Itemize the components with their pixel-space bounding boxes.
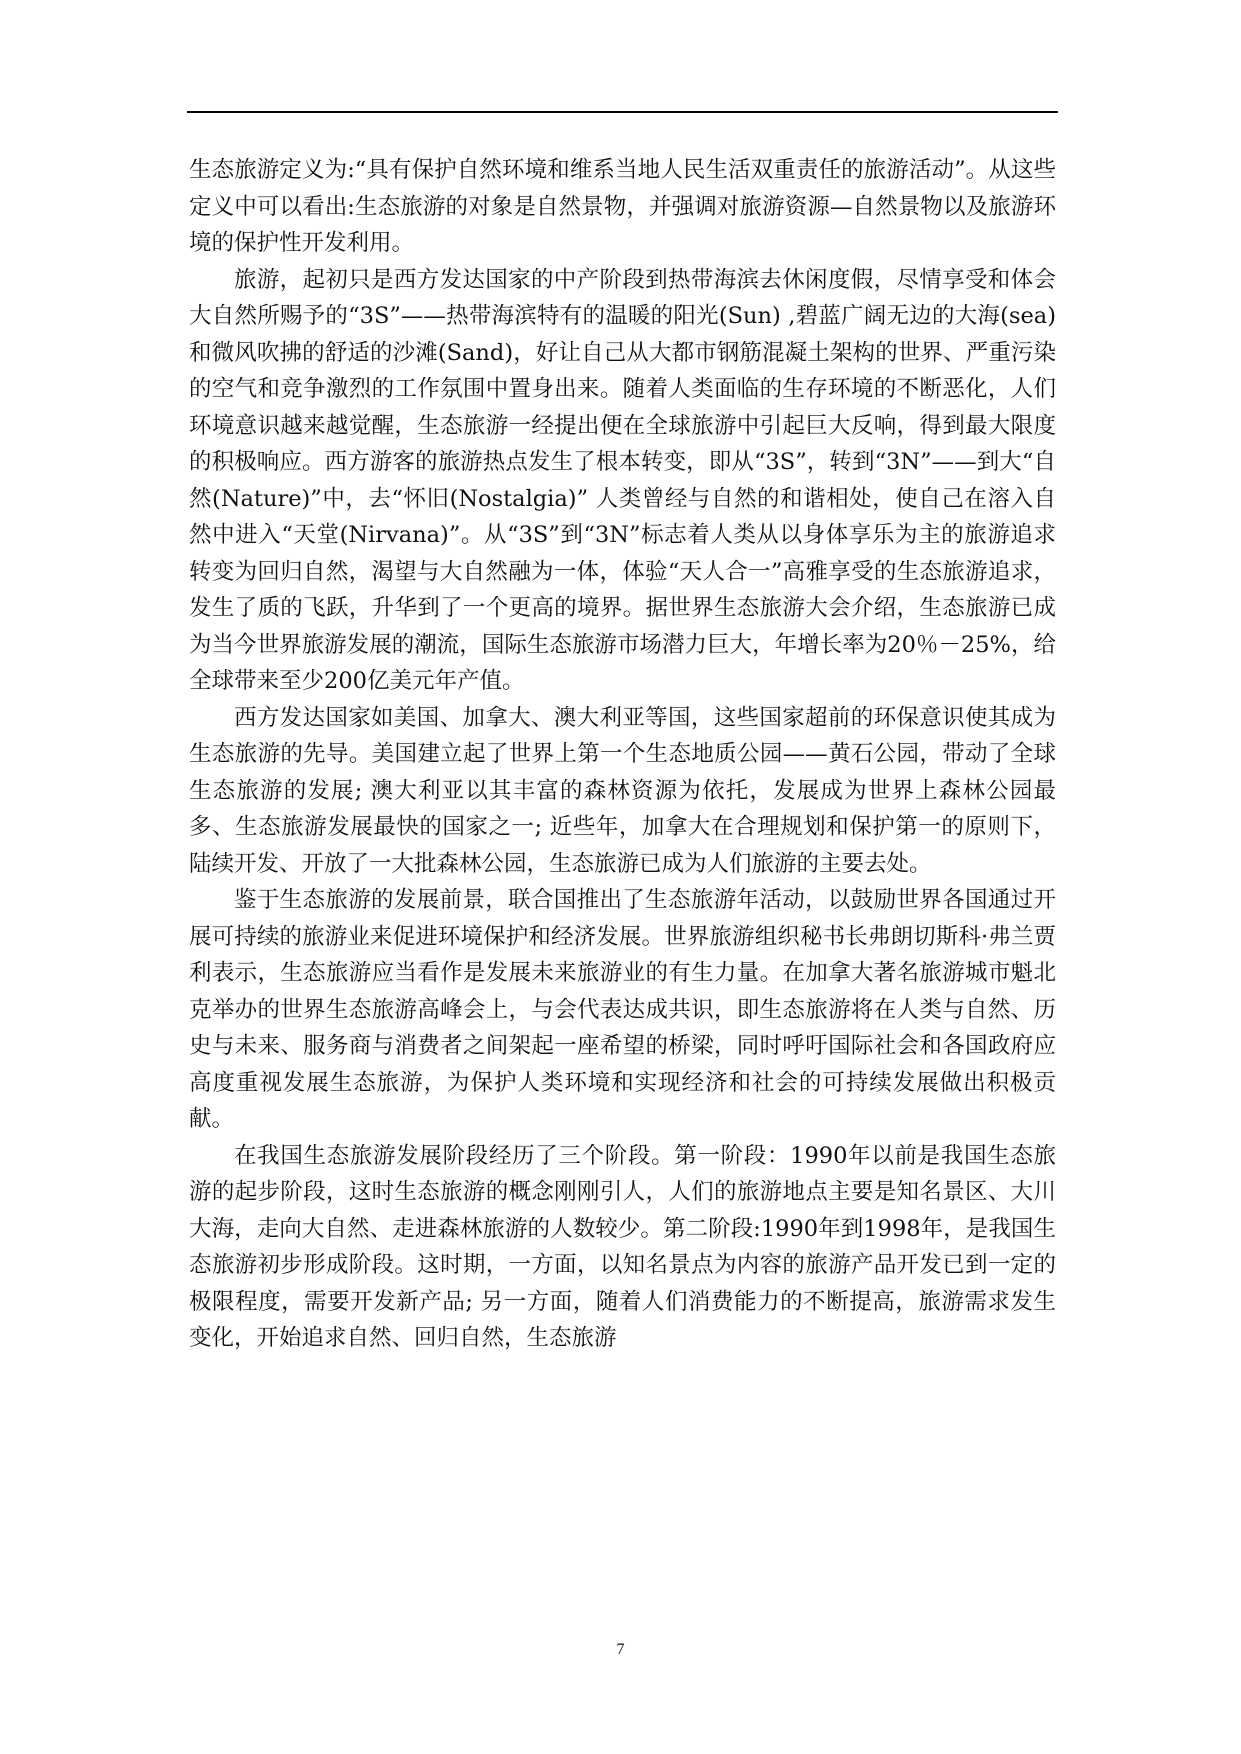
page-number: 7 xyxy=(616,1641,625,1658)
paragraph-western-countries: 西方发达国家如美国、加拿大、澳大利亚等国，这些国家超前的环保意识使其成为生态旅游的先导。美国建立起了世界上第一个生态地质公园——黄石公园，带动了全球生态旅游的发展; 澳大利亚以其丰富的森林资源为依托，发展成为世界上森林公园最多、生态旅游发展最快的国家之一; 近些年，加拿大在合理规划和保护第一的原则下，陆续开发、开放了一大批森林公园，生态旅游已成为人们旅游的主要去处。 xyxy=(189,704,1056,877)
paragraph-3s-3n: 旅游，起初只是西方发达国家的中产阶段到热带海滨去休闲度假，尽情享受和体会大自然所赐予的“3S”——热带海滨特有的温暖的阳光(Sun) ,碧蓝广阔无边的大海(sea)和微风吹拂的舒适的沙滩(Sand)，好让自己从大都市钢筋混凝土架构的世界、严重污染的空气和竞争激烈的工作氛围中置身出来。随着人类面临的生存环境的不断恶化，人们环境意识越来越觉醒，生态旅游一经提出便在全球旅游中引起巨大反响，得到最大限度的积极响应。西方游客的旅游热点发生了根本转变，即从“3S”，转到“3N”——到大“自然(Nature)”中，去“怀旧(Nostalgia)” 人类曾经与自然的和谐相处，使自己在溶入自然中进入“天堂(Nirvana)”。从“3S”到“3N”标志着人类从以身体享乐为主的旅游追求转变为回归自然，渴望与大自然融为一体，体验“天人合一”高雅享受的生态旅游追求，发生了质的飞跃，升华到了一个更高的境界。据世界生态旅游大会介绍，生态旅游已成为当今世界旅游发展的潮流，国际生态旅游市场潜力巨大，年增长率为20％－25%，给全球带来至少200亿美元年产值。 xyxy=(189,266,1056,694)
header-rule xyxy=(187,111,1058,113)
paragraph-china-stages: 在我国生态旅游发展阶段经历了三个阶段。第一阶段：1990年以前是我国生态旅游的起步阶段，这时生态旅游的概念刚刚引人，人们的旅游地点主要是知名景区、大川大海，走向大自然、走进森林旅游的人数较少。第二阶段:1990年到1998年，是我国生态旅游初步形成阶段。这时期，一方面，以知名景点为内容的旅游产品开发已到一定的极限程度，需要开发新产品; 另一方面，随着人们消费能力的不断提高，旅游需求发生变化，开始追求自然、回归自然，生态旅游 xyxy=(189,1142,1056,1351)
paragraph-un-ecotourism-year: 鉴于生态旅游的发展前景，联合国推出了生态旅游年活动，以鼓励世界各国通过开展可持续的旅游业来促进环境保护和经济发展。世界旅游组织秘书长弗朗切斯科·弗兰贾利表示，生态旅游应当看作是发展未来旅游业的有生力量。在加拿大著名旅游城市魁北克举办的世界生态旅游高峰会上，与会代表达成共识，即生态旅游将在人类与自然、历史与未来、服务商与消费者之间架起一座希望的桥梁，同时呼吁国际社会和各国政府应高度重视发展生态旅游，为保护人类环境和实现经济和社会的可持续发展做出积极贡献。 xyxy=(189,887,1056,1132)
paragraph-continuation: 生态旅游定义为:“具有保护自然环境和维系当地人民生活双重责任的旅游活动”。从这些定义中可以看出:生态旅游的对象是自然景物，并强调对旅游资源—自然景物以及旅游环境的保护性开发利用。 xyxy=(189,157,1056,256)
body-text xyxy=(189,152,1056,1357)
